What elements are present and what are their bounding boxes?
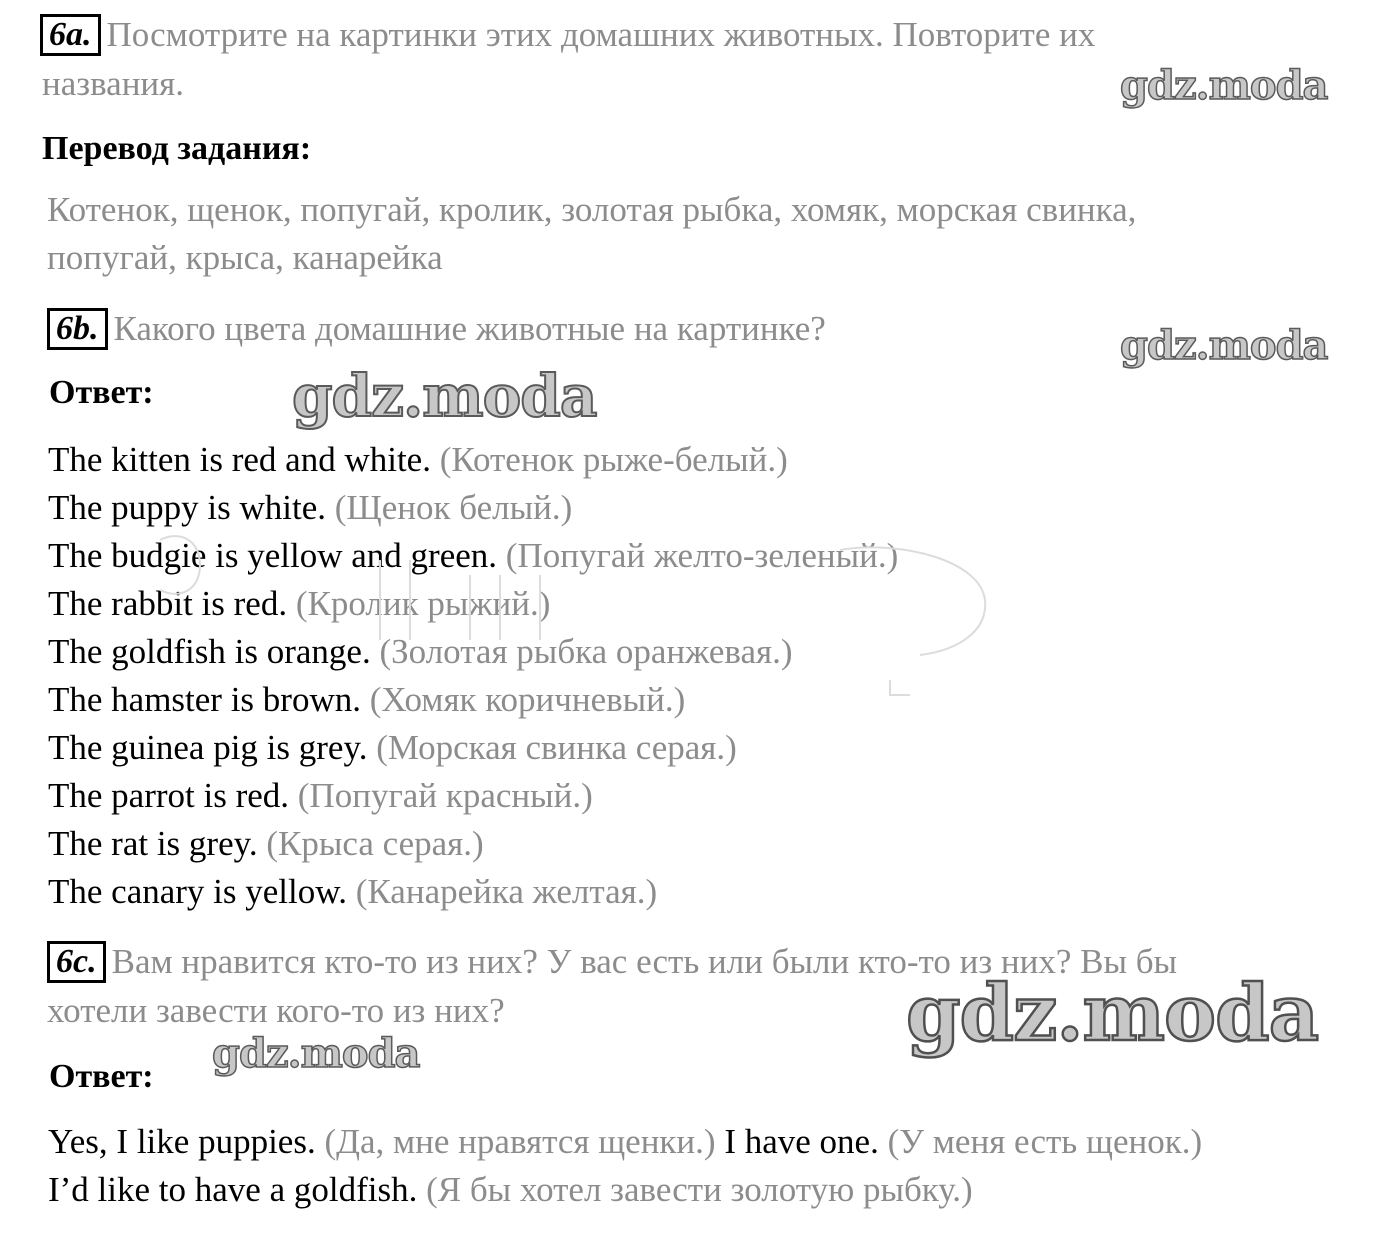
answer-russian: (Канарейка желтая.) (355, 872, 658, 911)
answer-english: The budgie is yellow and green. (48, 536, 498, 575)
answer-line (48, 868, 898, 916)
watermark: gdz.moda (1120, 62, 1328, 109)
answer-russian: (Хомяк коричневый.) (369, 680, 686, 719)
scan-artifact (140, 520, 1000, 710)
answer-english: I’d like to have a goldfish. (48, 1170, 418, 1209)
task-instruction-continuation: хотели завести кого-то из них? (47, 991, 505, 1030)
task-number-badge: 6b. (47, 308, 108, 350)
watermark: gdz.moda (906, 968, 1319, 1059)
answer-line (48, 772, 898, 820)
answer-line (48, 1166, 1202, 1214)
answer-heading: Ответ: (49, 374, 154, 411)
answer-russian: (Кролик рыжий.) (295, 584, 551, 623)
answer-english: The puppy is white. (48, 488, 327, 527)
answer-english: The guinea pig is grey. (48, 728, 368, 767)
answer-line (48, 820, 898, 868)
answer-russian: (Попугай желто-зеленый.) (505, 536, 899, 575)
answer-english: Yes, I like puppies. (48, 1122, 316, 1161)
task-6a-header (40, 14, 1095, 56)
translation-heading: Перевод задания: (42, 130, 312, 167)
answer-line (48, 436, 898, 484)
answer-russian: (Попугай красный.) (297, 776, 593, 815)
task-instruction: Вам нравится кто-то из них? У вас есть или были кто-то из них? Вы бы (111, 942, 1178, 981)
task-6b-header (47, 308, 826, 350)
watermark: gdz.moda (212, 1030, 420, 1077)
translation-text (47, 186, 1136, 282)
answer-list (48, 1118, 1202, 1214)
answer-russian: (Котенок рыже-белый.) (439, 440, 788, 479)
task-instruction-continuation: названия. (42, 64, 184, 103)
answer-russian: (Крыса серая.) (266, 824, 484, 863)
answer-english: The hamster is brown. (48, 680, 361, 719)
answer-english: The rabbit is red. (48, 584, 288, 623)
answer-english: I have one. (724, 1122, 879, 1161)
answer-english: The parrot is red. (48, 776, 290, 815)
task-instruction: Какого цвета домашние животные на картинке? (113, 309, 826, 348)
answer-english: The kitten is red and white. (48, 440, 431, 479)
translation-line: попугай, крыса, канарейка (47, 238, 443, 277)
answer-english: The rat is grey. (48, 824, 258, 863)
watermark: gdz.moda (1120, 322, 1328, 369)
task-number-badge: 6c. (47, 941, 106, 983)
watermark: gdz.moda (292, 362, 597, 430)
answer-russian: (Щенок белый.) (334, 488, 573, 527)
translation-line: Котенок, щенок, попугай, кролик, золотая рыбка, хомяк, морская свинка, (47, 190, 1137, 229)
task-number-badge: 6a. (40, 14, 101, 56)
answer-russian: (Золотая рыбка оранжевая.) (379, 632, 793, 671)
answer-russian: (Я бы хотел завести золотую рыбку.) (426, 1170, 973, 1209)
answer-line (48, 724, 898, 772)
answer-russian: (У меня есть щенок.) (887, 1122, 1203, 1161)
answer-russian: (Морская свинка серая.) (376, 728, 737, 767)
answer-russian: (Да, мне нравятся щенки.) (324, 1122, 716, 1161)
answer-english: The canary is yellow. (48, 872, 348, 911)
answer-english: The goldfish is orange. (48, 632, 371, 671)
answer-heading: Ответ: (49, 1058, 154, 1095)
answer-line (48, 1118, 1202, 1166)
task-instruction: Посмотрите на картинки этих домашних животных. Повторите их (106, 15, 1096, 54)
